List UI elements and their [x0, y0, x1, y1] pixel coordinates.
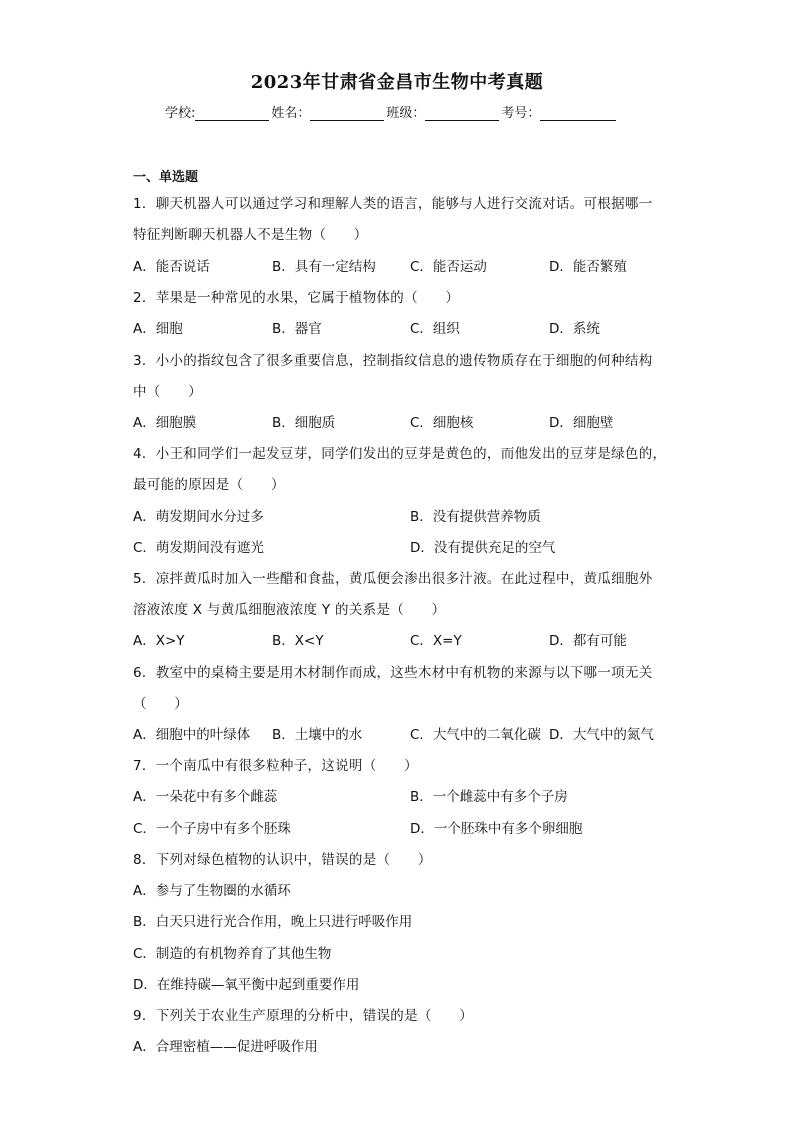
question-5-line-2: 溶液浓度 X 与黄瓜细胞液浓度 Y 的关系是（ ） [133, 602, 446, 618]
q8-option-d: D．在维持碳—氧平衡中起到重要作用 [133, 977, 360, 993]
question-6-line-1: 6．教室中的桌椅主要是用木材制作而成，这些木材中有机物的来源与以下哪一项无关 [133, 665, 653, 681]
question-4-line-2: 最可能的原因是（ ） [133, 477, 285, 493]
school-label: 学校: [165, 106, 196, 121]
q8-option-c: C．制造的有机物养育了其他生物 [133, 946, 332, 962]
q5-option-b: B．X<Y [272, 633, 324, 649]
question-2-line-1: 2．苹果是一种常见的水果，它属于植物体的（ ） [133, 290, 460, 306]
question-1-line-2: 特征判断聊天机器人不是生物（ ） [133, 227, 368, 243]
q9-option-a: A．合理密植——促进呼吸作用 [133, 1039, 318, 1055]
q4-option-b: B．没有提供营养物质 [410, 509, 541, 525]
q4-option-c: C．萌发期间没有遮光 [133, 540, 264, 556]
q2-option-b: B．器官 [272, 321, 322, 337]
page-title: 2023年甘肃省金昌市生物中考真题 [250, 72, 544, 93]
q8-option-a: A．参与了生物圈的水循环 [133, 883, 291, 899]
class-blank [425, 106, 499, 121]
q5-option-c: C．X=Y [410, 633, 462, 649]
question-5-line-1: 5．凉拌黄瓜时加入一些醋和食盐，黄瓜便会渗出很多汁液。在此过程中，黄瓜细胞外 [133, 571, 653, 587]
question-3-line-2: 中（ ） [133, 384, 202, 400]
name-blank [310, 106, 384, 121]
q7-option-a: A．一朵花中有多个雌蕊 [133, 789, 278, 805]
q8-option-b: B．白天只进行光合作用，晚上只进行呼吸作用 [133, 914, 413, 930]
q4-option-d: D．没有提供充足的空气 [410, 540, 556, 556]
q6-option-b: B．土壤中的水 [272, 727, 363, 743]
q1-option-c: C．能否运动 [410, 259, 487, 275]
section-heading: 一、单选题 [133, 170, 199, 185]
student-info-row [165, 102, 618, 121]
q5-option-d: D．都有可能 [549, 633, 627, 649]
name-label: 姓名： [271, 106, 311, 121]
question-9-line-1: 9．下列关于农业生产原理的分析中，错误的是（ ） [133, 1008, 474, 1024]
q2-option-c: C．组织 [410, 321, 460, 337]
question-6-line-2: （ ） [133, 696, 189, 712]
school-blank [195, 106, 269, 121]
question-8-line-1: 8．下列对绿色植物的认识中，错误的是（ ） [133, 852, 432, 868]
question-1-line-1: 1．聊天机器人可以通过学习和理解人类的语言，能够与人进行交流对话。可根据哪一 [133, 196, 653, 212]
q7-option-d: D．一个胚珠中有多个卵细胞 [410, 821, 583, 837]
q3-option-b: B．细胞质 [272, 415, 336, 431]
question-3-line-1: 3．小小的指纹包含了很多重要信息，控制指纹信息的遗传物质存在于细胞的何种结构 [133, 353, 653, 369]
q6-option-d: D．大气中的氮气 [549, 727, 654, 743]
q4-option-a: A．萌发期间水分过多 [133, 509, 264, 525]
q1-option-b: B．具有一定结构 [272, 259, 376, 275]
q7-option-c: C．一个子房中有多个胚珠 [133, 821, 291, 837]
number-blank [540, 106, 616, 121]
q3-option-a: A．细胞膜 [133, 415, 197, 431]
class-label: 班级： [386, 106, 426, 121]
question-4-line-1: 4．小王和同学们一起发豆芽，同学们发出的豆芽是黄色的，而他发出的豆芽是绿色的， [133, 446, 667, 462]
q2-option-a: A．细胞 [133, 321, 183, 337]
question-7-line-1: 7．一个南瓜中有很多粒种子，这说明（ ） [133, 758, 418, 774]
q6-option-a: A．细胞中的叶绿体 [133, 727, 251, 743]
q1-option-d: D．能否繁殖 [549, 259, 627, 275]
q7-option-b: B．一个雌蕊中有多个子房 [410, 789, 568, 805]
number-label: 考号： [501, 106, 541, 121]
q3-option-c: C．细胞核 [410, 415, 474, 431]
q5-option-a: A．X>Y [133, 633, 185, 649]
q3-option-d: D．细胞壁 [549, 415, 614, 431]
q1-option-a: A．能否说话 [133, 259, 210, 275]
q2-option-d: D．系统 [549, 321, 600, 337]
q6-option-c: C．大气中的二氧化碳 [410, 727, 541, 743]
